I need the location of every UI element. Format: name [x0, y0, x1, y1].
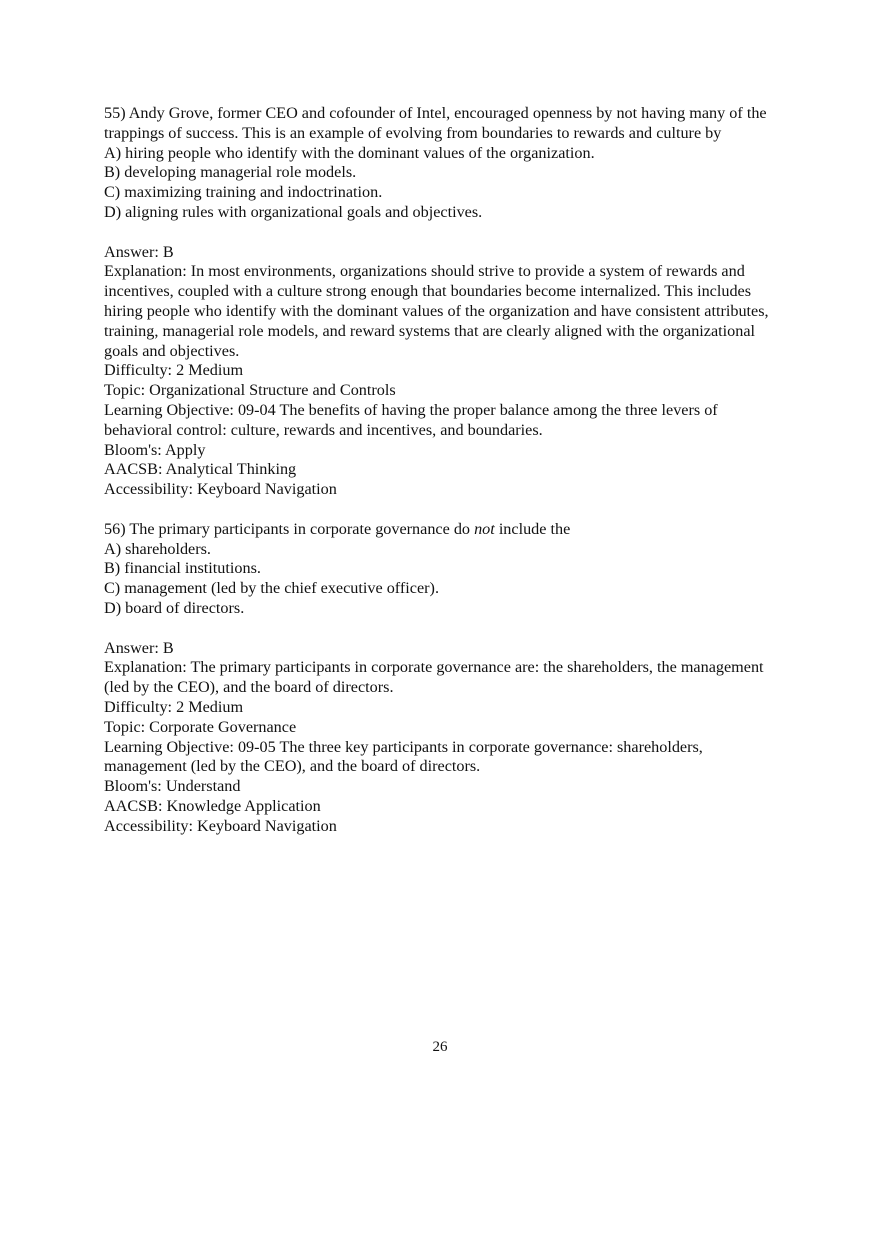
- stem-text-after: include the: [494, 519, 571, 538]
- option-c: C) management (led by the chief executive officer).: [104, 579, 439, 598]
- difficulty: Difficulty: 2 Medium: [104, 697, 244, 716]
- option-b: B) developing managerial role models.: [104, 163, 357, 182]
- spacer: [104, 223, 784, 243]
- question-stem: [104, 520, 784, 540]
- learning-objective: Learning Objective: 09-05 The three key participants in corporate governance: shareholders, management (led by the CEO), and the board of directors.: [104, 737, 703, 776]
- option-b: B) financial institutions.: [104, 559, 261, 578]
- accessibility: Accessibility: Keyboard Navigation: [104, 816, 337, 835]
- question-stem: 55) Andy Grove, former CEO and cofounder of Intel, encouraged openness by not having many of the trappings of success. This is an example of evolving from boundaries to rewards and culture by: [104, 104, 767, 142]
- option-a: A) hiring people who identify with the dominant values of the organization.: [104, 143, 595, 162]
- option-d: D) board of directors.: [104, 598, 245, 617]
- option-c: C) maximizing training and indoctrination.: [104, 183, 383, 202]
- topic: Topic: Organizational Structure and Controls: [104, 381, 396, 400]
- option-d: D) aligning rules with organizational goals and objectives.: [104, 202, 483, 221]
- explanation: Explanation: In most environments, organizations should strive to provide a system of rewards and incentives, coupled with a culture strong enough that boundaries become internalized. This includes hiring people who identify with the dominant values of the organization and have consistent attributes, training, managerial role models, and reward systems that are clearly aligned with the organizational goals and objectives.: [104, 262, 769, 360]
- stem-text-before: 56) The primary participants in corporate governance do: [104, 519, 475, 538]
- aacsb: AACSB: Knowledge Application: [104, 796, 321, 815]
- question-55: [104, 104, 784, 500]
- page-number: 26: [432, 1039, 448, 1055]
- question-56: [104, 520, 784, 837]
- difficulty: Difficulty: 2 Medium: [104, 361, 244, 380]
- answer: Answer: B: [104, 242, 174, 261]
- explanation: Explanation: The primary participants in corporate governance are: the shareholders, the management (led by the CEO), and the board of directors.: [104, 658, 764, 697]
- spacer: [104, 619, 784, 639]
- answer: Answer: B: [104, 638, 174, 657]
- learning-objective: Learning Objective: 09-04 The benefits of having the proper balance among the three levers of behavioral control: culture, rewards and incentives, and boundaries.: [104, 400, 718, 439]
- option-a: A) shareholders.: [104, 539, 211, 558]
- blooms: Bloom's: Understand: [104, 777, 241, 796]
- accessibility: Accessibility: Keyboard Navigation: [104, 480, 337, 499]
- spacer: [104, 500, 784, 520]
- document-page: [104, 104, 784, 836]
- blooms: Bloom's: Apply: [104, 440, 206, 459]
- topic: Topic: Corporate Governance: [104, 717, 297, 736]
- stem-emphasis: not: [474, 519, 495, 538]
- aacsb: AACSB: Analytical Thinking: [104, 460, 297, 479]
